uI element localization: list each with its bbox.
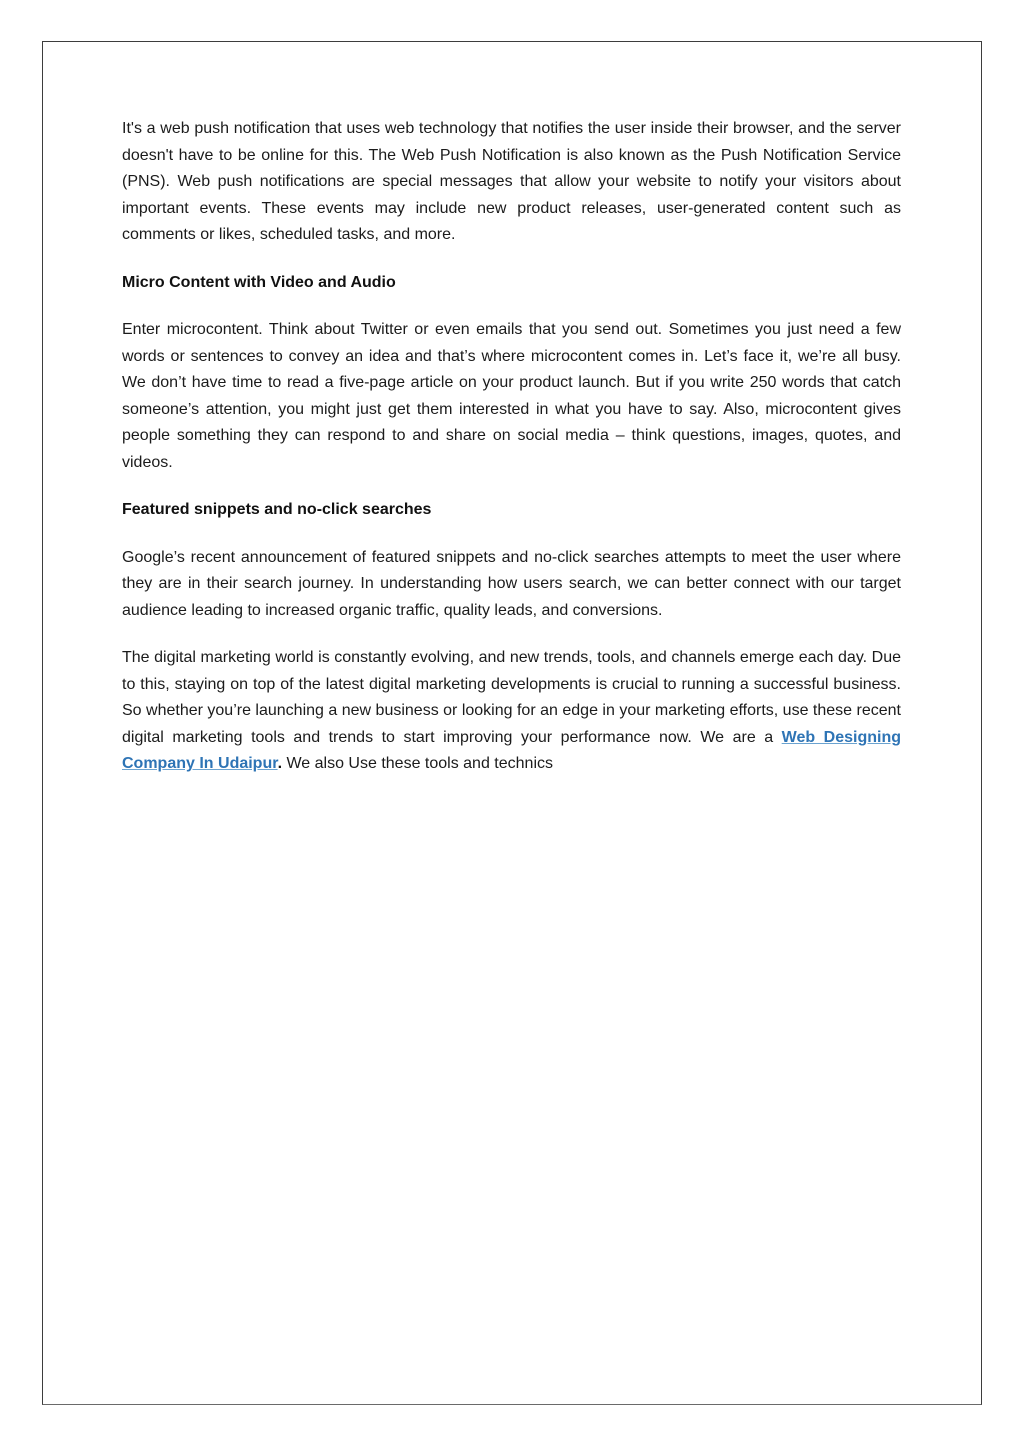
paragraph-digital-marketing: [122, 645, 901, 778]
document-content: [122, 116, 901, 799]
link-suffix-period: .: [277, 755, 283, 772]
heading-micro-content: Micro Content with Video and Audio: [122, 273, 396, 291]
paragraph-web-push-notification: It's a web push notification that uses web technology that notifies the user inside their browser, and the server doesn't have to be online for this. The Web Push Notification is also known as the Push Notification Service (PNS). Web push notifications are special messages that allow your website to notify your visitors about important events. These events may include new product releases, user-generated content such as comments or likes, scheduled tasks, and more.: [122, 120, 901, 243]
paragraph-micro-content: Enter microcontent. Think about Twitter or even emails that you send out. Sometimes you just need a few words or sentences to convey an idea and that’s where microcontent comes in. Let’s face it, we’re all busy. We don’t have time to read a five-page article on your product launch. But if you write 250 words that catch someone’s attention, you might just get them interested in what you have to say. Also, microcontent gives people something they can respond to and share on social media – think questions, images, quotes, and videos.: [122, 321, 901, 471]
heading-featured-snippets: Featured snippets and no-click searches: [122, 501, 432, 518]
paragraph-digital-marketing-tail: We also Use these tools and technics: [282, 755, 553, 772]
paragraph-digital-marketing-text: The digital marketing world is constantly evolving, and new trends, tools, and channels emerge each day. Due to this, staying on top of the latest digital marketing developments is crucial to running a successful business. So whether you’re launching a new business or looking for an edge in your marketing efforts, use these recent digital marketing tools and trends to start improving your performance now. We are a: [122, 649, 901, 746]
paragraph-featured-snippets: Google’s recent announcement of featured snippets and no-click searches attempts to meet the user where they are in their search journey. In understanding how users search, we can better connect with our target audience leading to increased organic traffic, quality leads, and conversions.: [122, 548, 901, 619]
link-web-designing-company-in-udaipur[interactable]: Web Designing Company In Udaipur: [122, 728, 901, 772]
